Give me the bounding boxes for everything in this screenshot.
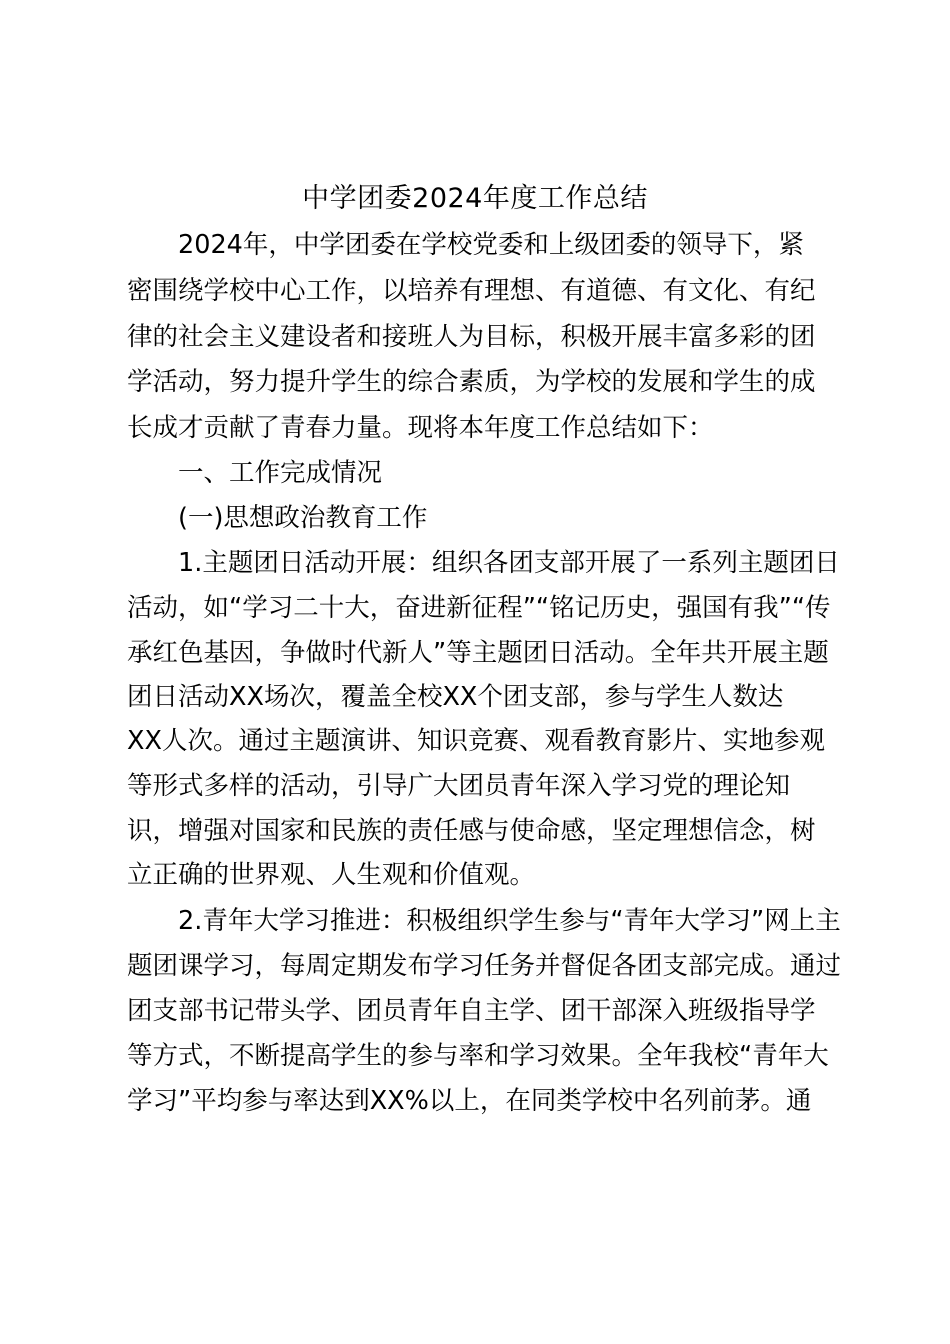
paragraph-line: 学活动，努力提升学生的综合素质，为学校的发展和学生的成: [127, 367, 816, 397]
paragraph-line: 识，增强对国家和民族的责任感与使命感，坚定理想信念，树: [127, 816, 816, 846]
paragraph-line: 团日活动XX场次，覆盖全校XX个团支部，参与学生人数达: [127, 682, 784, 712]
paragraph-line: 长成才贡献了青春力量。现将本年度工作总结如下：: [127, 413, 714, 443]
paragraph-line: 立正确的世界观、人生观和价值观。: [127, 860, 536, 890]
document-title: 中学团委2024年度工作总结: [302, 183, 648, 214]
paragraph-line: 团支部书记带头学、团员青年自主学、团干部深入班级指导学: [127, 996, 816, 1026]
paragraph-line: 承红色基因，争做时代新人”等主题团日活动。全年共开展主题: [127, 638, 829, 668]
paragraph-line: 等形式多样的活动，引导广大团员青年深入学习党的理论知: [127, 771, 791, 801]
paragraph-line: 等方式，不断提高学生的参与率和学习效果。全年我校“青年大: [127, 1041, 829, 1071]
subsection-heading: (一)思想政治教育工作: [127, 503, 428, 533]
paragraph-line: 2024年，中学团委在学校党委和上级团委的领导下，紧: [127, 230, 804, 260]
paragraph-line: 学习”平均参与率达到XX%以上，在同类学校中名列前茅。通: [127, 1086, 812, 1116]
paragraph-line: 2.青年大学习推进：积极组织学生参与“青年大学习”网上主: [127, 906, 841, 936]
paragraph-line: 题团课学习，每周定期发布学习任务并督促各团支部完成。通过: [127, 951, 842, 981]
paragraph-line: 1.主题团日活动开展：组织各团支部开展了一系列主题团日: [127, 548, 840, 578]
paragraph-line: XX人次。通过主题演讲、知识竞赛、观看教育影片、实地参观: [127, 726, 825, 756]
paragraph-line: 律的社会主义建设者和接班人为目标，积极开展丰富多彩的团: [127, 322, 816, 352]
paragraph-line: 密围绕学校中心工作，以培养有理想、有道德、有文化、有纪: [127, 276, 816, 306]
paragraph-line: 活动，如“学习二十大，奋进新征程”“铭记历史，强国有我”“传: [127, 593, 831, 623]
section-heading: 一、工作完成情况: [127, 458, 383, 488]
